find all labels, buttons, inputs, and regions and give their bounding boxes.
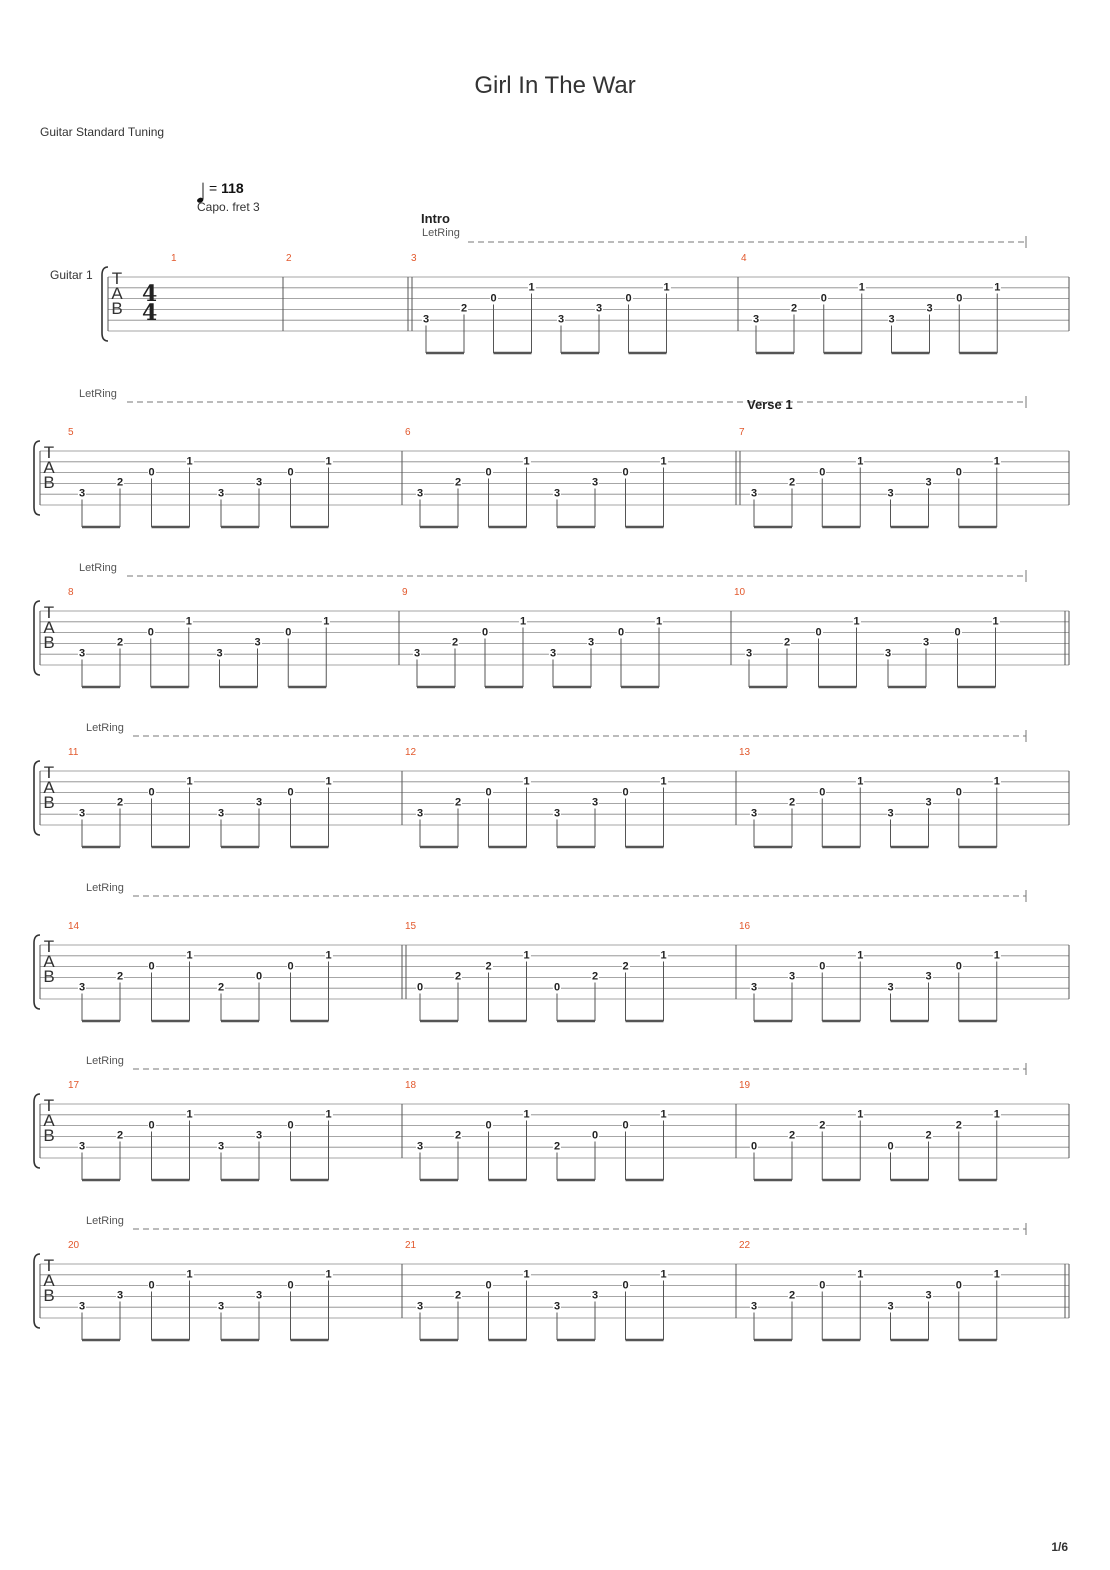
fret-number: 3 xyxy=(925,970,932,983)
tab-letter: T xyxy=(43,1096,55,1115)
tab-letter: B xyxy=(43,1286,55,1305)
tab-letter: T xyxy=(43,937,55,956)
fret-number: 0 xyxy=(820,292,827,305)
fret-number: 1 xyxy=(992,615,999,628)
fret-number: 3 xyxy=(922,636,930,649)
fret-number: 3 xyxy=(884,647,892,660)
measure-number: 17 xyxy=(68,1080,80,1091)
fret-number: 0 xyxy=(416,981,424,994)
measure-number: 7 xyxy=(739,427,745,438)
song-title: Girl In The War xyxy=(474,72,636,99)
let-ring-label: LetRing xyxy=(422,227,460,239)
fret-number: 0 xyxy=(285,626,292,639)
time-signature-top: 4 xyxy=(142,281,158,307)
fret-number: 2 xyxy=(788,796,796,809)
fret-number: 0 xyxy=(148,1279,155,1292)
fret-number: 3 xyxy=(217,1300,225,1313)
tab-letter: T xyxy=(43,763,55,782)
fret-number: 1 xyxy=(323,615,330,628)
fret-number: 3 xyxy=(78,981,86,994)
measure-number: 14 xyxy=(68,921,80,932)
tab-letter: A xyxy=(43,778,55,797)
fret-number: 1 xyxy=(523,1108,530,1121)
system-bracket xyxy=(34,761,40,835)
tab-letter: A xyxy=(43,952,55,971)
fret-number: 0 xyxy=(485,466,492,479)
measure-number: 10 xyxy=(734,587,746,598)
fret-number: 3 xyxy=(750,487,758,500)
fret-number: 3 xyxy=(254,636,261,649)
fret-number: 1 xyxy=(660,949,667,962)
fret-number: 0 xyxy=(819,786,826,799)
fret-number: 3 xyxy=(255,1129,263,1142)
fret-number: 0 xyxy=(955,466,962,479)
fret-number: 1 xyxy=(853,615,860,628)
fret-number: 0 xyxy=(887,1140,894,1153)
fret-number: 1 xyxy=(325,775,332,788)
fret-number: 2 xyxy=(819,1119,826,1132)
section-label: Verse 1 xyxy=(747,397,793,412)
fret-number: 3 xyxy=(591,476,599,489)
fret-number: 0 xyxy=(287,466,294,479)
fret-number: 1 xyxy=(663,281,670,294)
measure-number: 22 xyxy=(739,1240,751,1251)
fret-number: 2 xyxy=(955,1119,962,1132)
fret-number: 1 xyxy=(993,775,1000,788)
fret-number: 1 xyxy=(185,615,192,628)
fret-number: 1 xyxy=(857,949,864,962)
fret-number: 3 xyxy=(416,1140,424,1153)
fret-number: 1 xyxy=(186,949,193,962)
fret-number: 3 xyxy=(925,796,932,809)
fret-number: 0 xyxy=(815,626,822,639)
fret-number: 1 xyxy=(523,455,530,468)
fret-number: 2 xyxy=(454,796,462,809)
tab-letter: A xyxy=(43,1271,55,1290)
fret-number: 3 xyxy=(557,313,565,326)
time-signature-bottom: 4 xyxy=(142,300,158,326)
fret-number: 0 xyxy=(622,1119,629,1132)
measure-number: 4 xyxy=(741,253,747,264)
fret-number: 1 xyxy=(660,1268,667,1281)
measure-number: 20 xyxy=(68,1240,80,1251)
tab-letter: B xyxy=(111,299,123,318)
let-ring-label: LetRing xyxy=(79,562,117,574)
fret-number: 3 xyxy=(750,1300,758,1313)
tuning-label: Guitar Standard Tuning xyxy=(40,125,165,139)
measure-number: 1 xyxy=(171,253,177,264)
fret-number: 1 xyxy=(186,775,193,788)
fret-number: 0 xyxy=(485,1119,492,1132)
fret-number: 3 xyxy=(887,1300,894,1313)
tab-letter: B xyxy=(43,633,55,652)
fret-number: 0 xyxy=(954,626,961,639)
fret-number: 0 xyxy=(591,1129,599,1142)
tab-letter: T xyxy=(43,603,55,622)
fret-number: 0 xyxy=(622,1279,629,1292)
fret-number: 0 xyxy=(819,466,826,479)
fret-number: 0 xyxy=(956,292,963,305)
fret-number: 3 xyxy=(255,476,263,489)
fret-number: 3 xyxy=(217,487,225,500)
fret-number: 0 xyxy=(955,1279,962,1292)
fret-number: 3 xyxy=(78,647,86,660)
fret-number: 0 xyxy=(481,626,489,639)
fret-number: 2 xyxy=(788,476,796,489)
fret-number: 2 xyxy=(783,636,791,649)
fret-number: 2 xyxy=(217,981,225,994)
fret-number: 1 xyxy=(325,455,332,468)
system-bracket xyxy=(34,601,40,675)
fret-number: 3 xyxy=(549,647,557,660)
measure-number: 9 xyxy=(402,587,408,598)
fret-number: 1 xyxy=(660,1108,667,1121)
fret-number: 1 xyxy=(994,281,1001,294)
tab-letter: B xyxy=(43,1126,55,1145)
fret-number: 3 xyxy=(752,313,760,326)
fret-number: 2 xyxy=(622,960,629,973)
fret-number: 0 xyxy=(819,960,826,973)
fret-number: 3 xyxy=(888,313,895,326)
capo-label: Capo. fret 3 xyxy=(197,200,260,214)
fret-number: 1 xyxy=(186,1108,193,1121)
tempo-symbol: = xyxy=(209,180,218,196)
fret-number: 3 xyxy=(255,1289,263,1302)
let-ring-label: LetRing xyxy=(86,1055,124,1067)
tab-letter: A xyxy=(111,284,123,303)
fret-number: 2 xyxy=(454,1289,462,1302)
tab-letter: A xyxy=(43,618,55,637)
fret-number: 3 xyxy=(416,1300,424,1313)
let-ring-label: LetRing xyxy=(79,388,117,400)
fret-number: 3 xyxy=(595,302,603,315)
fret-number: 3 xyxy=(925,1289,932,1302)
fret-number: 3 xyxy=(887,981,894,994)
fret-number: 1 xyxy=(325,1268,332,1281)
fret-number: 0 xyxy=(625,292,632,305)
fret-number: 3 xyxy=(591,796,599,809)
measure-number: 5 xyxy=(68,427,74,438)
fret-number: 3 xyxy=(750,807,758,820)
tab-letter: T xyxy=(43,1256,55,1275)
fret-number: 1 xyxy=(325,949,332,962)
fret-number: 3 xyxy=(416,487,424,500)
measure-number: 2 xyxy=(286,253,292,264)
fret-number: 1 xyxy=(523,1268,530,1281)
fret-number: 3 xyxy=(553,487,561,500)
fret-number: 1 xyxy=(993,1268,1000,1281)
fret-number: 3 xyxy=(217,807,225,820)
fret-number: 0 xyxy=(819,1279,826,1292)
fret-number: 1 xyxy=(519,615,527,628)
fret-number: 3 xyxy=(887,807,894,820)
fret-number: 3 xyxy=(745,647,753,660)
fret-number: 3 xyxy=(750,981,758,994)
fret-number: 0 xyxy=(287,786,294,799)
fret-number: 0 xyxy=(287,1119,294,1132)
fret-number: 0 xyxy=(955,960,962,973)
let-ring-label: LetRing xyxy=(86,1215,124,1227)
fret-number: 1 xyxy=(528,281,535,294)
fret-number: 2 xyxy=(788,1129,796,1142)
fret-number: 3 xyxy=(78,487,86,500)
fret-number: 2 xyxy=(451,636,459,649)
fret-number: 3 xyxy=(925,476,932,489)
fret-number: 3 xyxy=(887,487,894,500)
system-bracket xyxy=(34,935,40,1009)
fret-number: 3 xyxy=(553,1300,561,1313)
fret-number: 3 xyxy=(926,302,933,315)
fret-number: 1 xyxy=(857,1268,864,1281)
fret-number: 2 xyxy=(116,476,124,489)
tab-letter: T xyxy=(111,269,123,288)
fret-number: 2 xyxy=(116,1129,124,1142)
tab-letter: B xyxy=(43,473,55,492)
measure-number: 6 xyxy=(405,427,411,438)
tempo-value: 118 xyxy=(221,180,244,196)
fret-number: 3 xyxy=(116,1289,124,1302)
fret-number: 3 xyxy=(78,807,86,820)
fret-number: 0 xyxy=(148,1119,155,1132)
fret-number: 3 xyxy=(216,647,223,660)
fret-number: 2 xyxy=(116,636,124,649)
fret-number: 1 xyxy=(857,455,864,468)
tab-letter: A xyxy=(43,1111,55,1130)
fret-number: 2 xyxy=(454,1129,462,1142)
measure-number: 16 xyxy=(739,921,751,932)
fret-number: 1 xyxy=(993,1108,1000,1121)
fret-number: 2 xyxy=(116,970,124,983)
measure-number: 15 xyxy=(405,921,417,932)
fret-number: 1 xyxy=(186,455,193,468)
fret-number: 3 xyxy=(422,313,430,326)
fret-number: 3 xyxy=(217,1140,225,1153)
fret-number: 1 xyxy=(993,455,1000,468)
fret-number: 0 xyxy=(147,626,154,639)
fret-number: 0 xyxy=(148,786,155,799)
fret-number: 1 xyxy=(857,1108,864,1121)
fret-number: 1 xyxy=(993,949,1000,962)
fret-number: 3 xyxy=(587,636,595,649)
fret-number: 1 xyxy=(857,775,864,788)
fret-number: 3 xyxy=(255,796,263,809)
fret-number: 0 xyxy=(750,1140,758,1153)
fret-number: 0 xyxy=(255,970,263,983)
fret-number: 3 xyxy=(78,1300,86,1313)
system-bracket xyxy=(102,267,108,341)
tab-letter: A xyxy=(43,458,55,477)
page-number: 1/6 xyxy=(1051,1540,1068,1554)
tab-letter: T xyxy=(43,443,55,462)
fret-number: 0 xyxy=(148,466,155,479)
measure-number: 12 xyxy=(405,747,417,758)
instrument-name: Guitar 1 xyxy=(50,268,93,282)
let-ring-label: LetRing xyxy=(86,722,124,734)
measure-number: 8 xyxy=(68,587,74,598)
fret-number: 1 xyxy=(523,949,530,962)
fret-number: 0 xyxy=(485,786,492,799)
tab-letter: B xyxy=(43,793,55,812)
system-bracket xyxy=(34,1254,40,1328)
measure-number: 19 xyxy=(739,1080,751,1091)
fret-number: 2 xyxy=(790,302,798,315)
fret-number: 2 xyxy=(485,960,492,973)
fret-number: 0 xyxy=(622,786,629,799)
fret-number: 1 xyxy=(660,775,667,788)
fret-number: 2 xyxy=(553,1140,561,1153)
fret-number: 1 xyxy=(858,281,865,294)
fret-number: 3 xyxy=(413,647,421,660)
fret-number: 2 xyxy=(925,1129,932,1142)
fret-number: 3 xyxy=(416,807,424,820)
fret-number: 0 xyxy=(955,786,962,799)
fret-number: 1 xyxy=(660,455,667,468)
fret-number: 1 xyxy=(523,775,530,788)
measure-number: 11 xyxy=(68,747,79,758)
fret-number: 2 xyxy=(460,302,468,315)
fret-number: 3 xyxy=(553,807,561,820)
measure-number: 18 xyxy=(405,1080,417,1091)
system-bracket xyxy=(34,1094,40,1168)
fret-number: 2 xyxy=(591,970,599,983)
fret-number: 0 xyxy=(617,626,625,639)
system-bracket xyxy=(34,441,40,515)
fret-number: 2 xyxy=(788,1289,796,1302)
tab-letter: B xyxy=(43,967,55,986)
fret-number: 1 xyxy=(655,615,663,628)
let-ring-label: LetRing xyxy=(86,882,124,894)
fret-number: 0 xyxy=(553,981,561,994)
fret-number: 2 xyxy=(454,970,462,983)
fret-number: 1 xyxy=(325,1108,332,1121)
fret-number: 0 xyxy=(287,960,294,973)
fret-number: 3 xyxy=(78,1140,86,1153)
fret-number: 0 xyxy=(490,292,497,305)
measure-number: 3 xyxy=(411,253,417,264)
measure-number: 21 xyxy=(405,1240,417,1251)
fret-number: 2 xyxy=(116,796,124,809)
fret-number: 0 xyxy=(485,1279,492,1292)
fret-number: 3 xyxy=(788,970,796,983)
section-label: Intro xyxy=(421,211,450,226)
fret-number: 0 xyxy=(148,960,155,973)
measure-number: 13 xyxy=(739,747,751,758)
fret-number: 0 xyxy=(622,466,629,479)
fret-number: 1 xyxy=(186,1268,193,1281)
fret-number: 0 xyxy=(287,1279,294,1292)
fret-number: 2 xyxy=(454,476,462,489)
fret-number: 3 xyxy=(591,1289,599,1302)
